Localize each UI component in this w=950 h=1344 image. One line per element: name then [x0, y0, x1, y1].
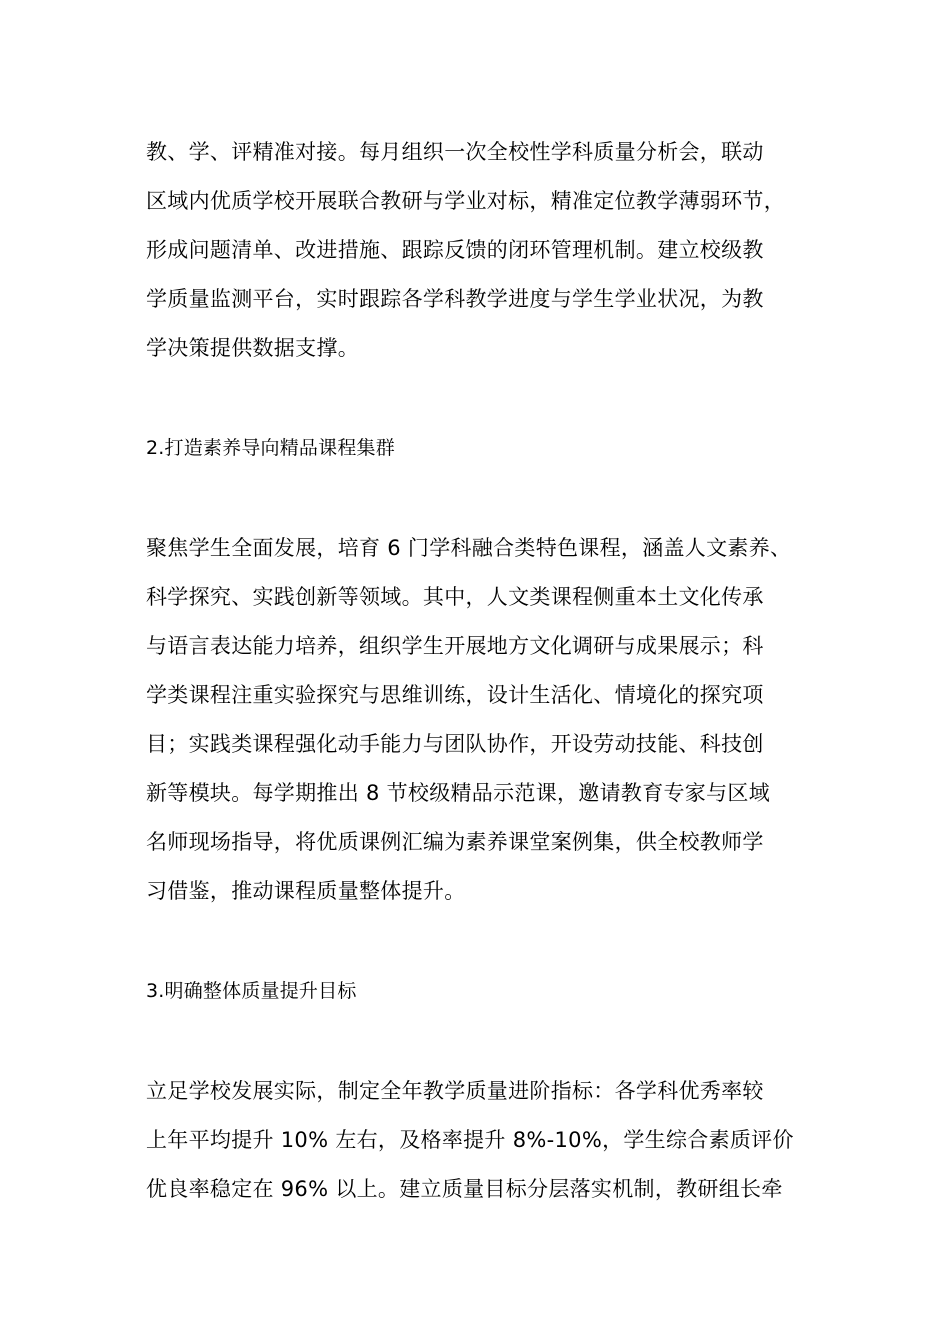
paragraph-course-cluster: [146, 524, 826, 916]
paragraph-line: 名师现场指导，将优质课例汇编为素养课堂案例集，供全校教师学: [146, 830, 764, 854]
paragraph-line: 教、学、评精准对接。每月组织一次全校性学科质量分析会，联动: [146, 140, 764, 164]
paragraph-line: 目；实践类课程强化动手能力与团队协作，开设劳动技能、科技创: [146, 732, 764, 756]
section-heading-quality-goals: 3.明确整体质量提升目标: [146, 980, 357, 1002]
document-body: [146, 128, 826, 1214]
paragraph-gap: [146, 473, 826, 524]
paragraph-line: 聚焦学生全面发展，培育 6 门学科融合类特色课程，涵盖人文素养、: [146, 536, 792, 560]
paragraph-line: 形成问题清单、改进措施、跟踪反馈的闭环管理机制。建立校级教: [146, 238, 764, 262]
paragraph-line: 与语言表达能力培养，组织学生开展地方文化调研与成果展示；科: [146, 634, 764, 658]
paragraph-line: 科学探究、实践创新等领域。其中，人文类课程侧重本土文化传承: [146, 585, 764, 609]
paragraph-quality-analysis: [146, 128, 826, 373]
paragraph-gap: [146, 373, 826, 424]
paragraph-gap: [146, 1016, 826, 1067]
paragraph-line: 上年平均提升 10% 左右，及格率提升 8%-10%，学生综合素质评价: [146, 1128, 794, 1152]
paragraph-line: 优良率稳定在 96% 以上。建立质量目标分层落实机制，教研组长牵: [146, 1177, 783, 1201]
paragraph-quality-goals: [146, 1067, 826, 1214]
paragraph-line: 学质量监测平台，实时跟踪各学科教学进度与学生学业状况，为教: [146, 287, 764, 311]
paragraph-line: 区域内优质学校开展联合教研与学业对标，精准定位教学薄弱环节，: [146, 189, 785, 213]
section-heading-course-cluster: 2.打造素养导向精品课程集群: [146, 437, 395, 459]
paragraph-line: 立足学校发展实际，制定全年教学质量进阶指标：各学科优秀率较: [146, 1079, 764, 1103]
paragraph-gap: [146, 916, 826, 967]
paragraph-line: 学类课程注重实验探究与思维训练，设计生活化、情境化的探究项: [146, 683, 764, 707]
paragraph-line: 学决策提供数据支撑。: [146, 336, 359, 360]
paragraph-line: 新等模块。每学期推出 8 节校级精品示范课，邀请教育专家与区域: [146, 781, 771, 805]
paragraph-line: 习借鉴，推动课程质量整体提升。: [146, 879, 466, 903]
